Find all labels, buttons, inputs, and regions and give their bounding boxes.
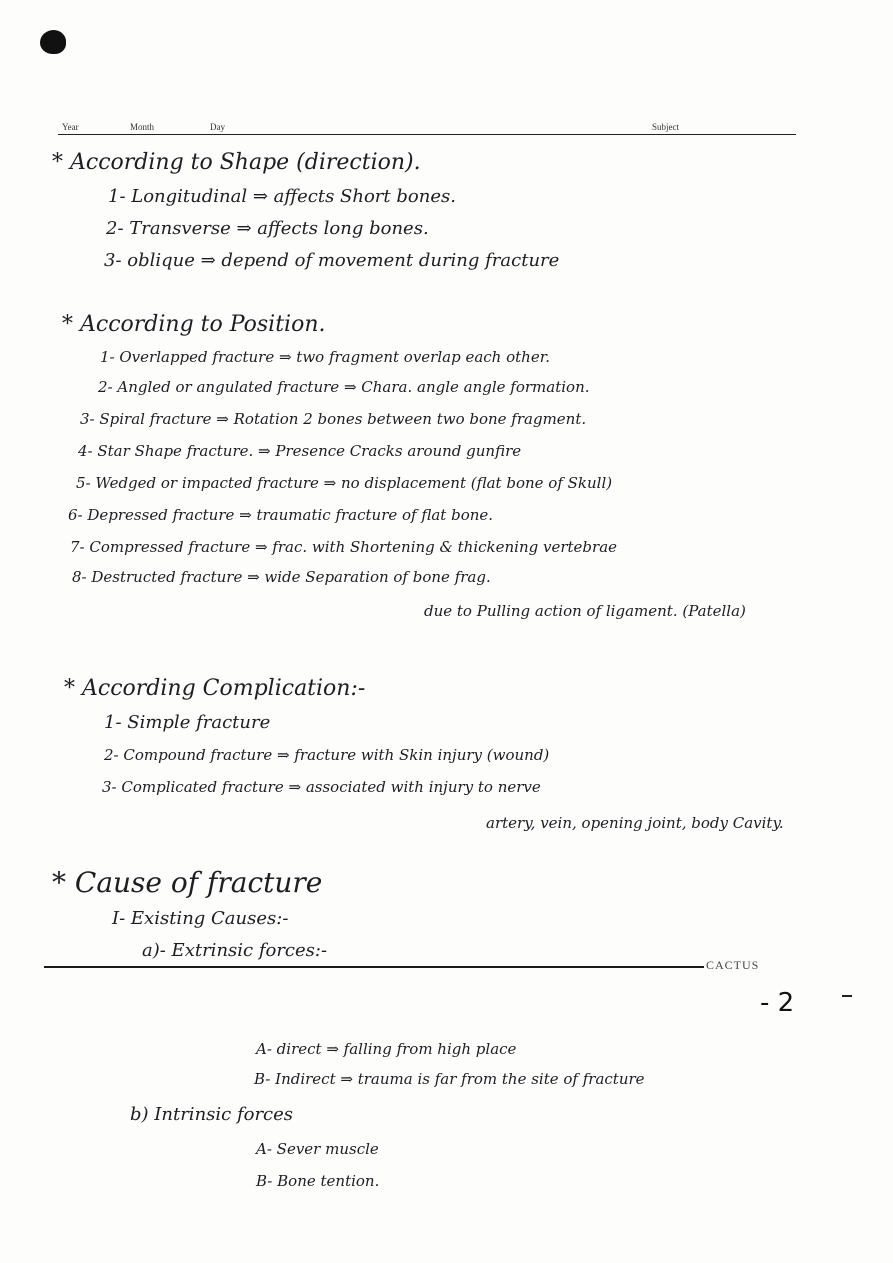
footer-rule [44,966,704,968]
list-item: 6- Depressed fracture ⇒ traumatic fracture of flat bone. [68,506,494,524]
list-item-continuation: due to Pulling action of ligament. (Patella) [424,602,746,620]
header-rule [58,134,796,135]
list-item: A- direct ⇒ falling from high place [256,1040,517,1058]
page-number: - 2 [760,988,795,1018]
list-item: 7- Compressed fracture ⇒ frac. with Shortening & thickening vertebrae [70,538,618,556]
month-label: Month [130,122,155,132]
extrinsic-forces-heading: a)- Extrinsic forces:- [142,940,328,961]
complication-heading: * According Complication:- [64,676,366,701]
list-item-continuation: artery, vein, opening joint, body Cavity. [486,814,784,832]
punch-hole-mark [40,30,66,54]
edge-mark [842,995,852,997]
year-label: Year [62,122,79,132]
intrinsic-forces-heading: b) Intrinsic forces [130,1104,294,1125]
list-item: 1- Overlapped fracture ⇒ two fragment overlap each other. [100,348,550,366]
list-item: 8- Destructed fracture ⇒ wide Separation of bone frag. [72,568,491,586]
list-item: A- Sever muscle [256,1140,379,1158]
list-item: 2- Angled or angulated fracture ⇒ Chara. angle angle formation. [98,378,590,396]
shape-heading: * According to Shape (direction). [52,150,421,175]
subject-label: Subject [652,122,679,132]
cause-heading: * Cause of fracture [52,866,323,899]
list-item: 4- Star Shape fracture. ⇒ Presence Cracks around gunfire [78,442,522,460]
list-item: 5- Wedged or impacted fracture ⇒ no displacement (flat bone of Skull) [76,474,613,492]
position-heading: * According to Position. [62,312,326,337]
day-label: Day [210,122,225,132]
list-item: 2- Compound fracture ⇒ fracture with Skin injury (wound) [104,746,550,764]
list-item: 3- oblique ⇒ depend of movement during fracture [104,250,560,271]
list-item: 3- Spiral fracture ⇒ Rotation 2 bones between two bone fragment. [80,410,587,428]
list-item: 2- Transverse ⇒ affects long bones. [106,218,429,239]
list-item: B- Indirect ⇒ trauma is far from the site of fracture [254,1070,645,1088]
notebook-brand: CACTUS [706,958,760,972]
list-item: 3- Complicated fracture ⇒ associated with injury to nerve [102,778,541,796]
existing-causes-heading: I- Existing Causes:- [112,908,289,929]
list-item: 1- Simple fracture [104,712,271,733]
list-item: 1- Longitudinal ⇒ affects Short bones. [108,186,456,207]
list-item: B- Bone tention. [256,1172,380,1190]
